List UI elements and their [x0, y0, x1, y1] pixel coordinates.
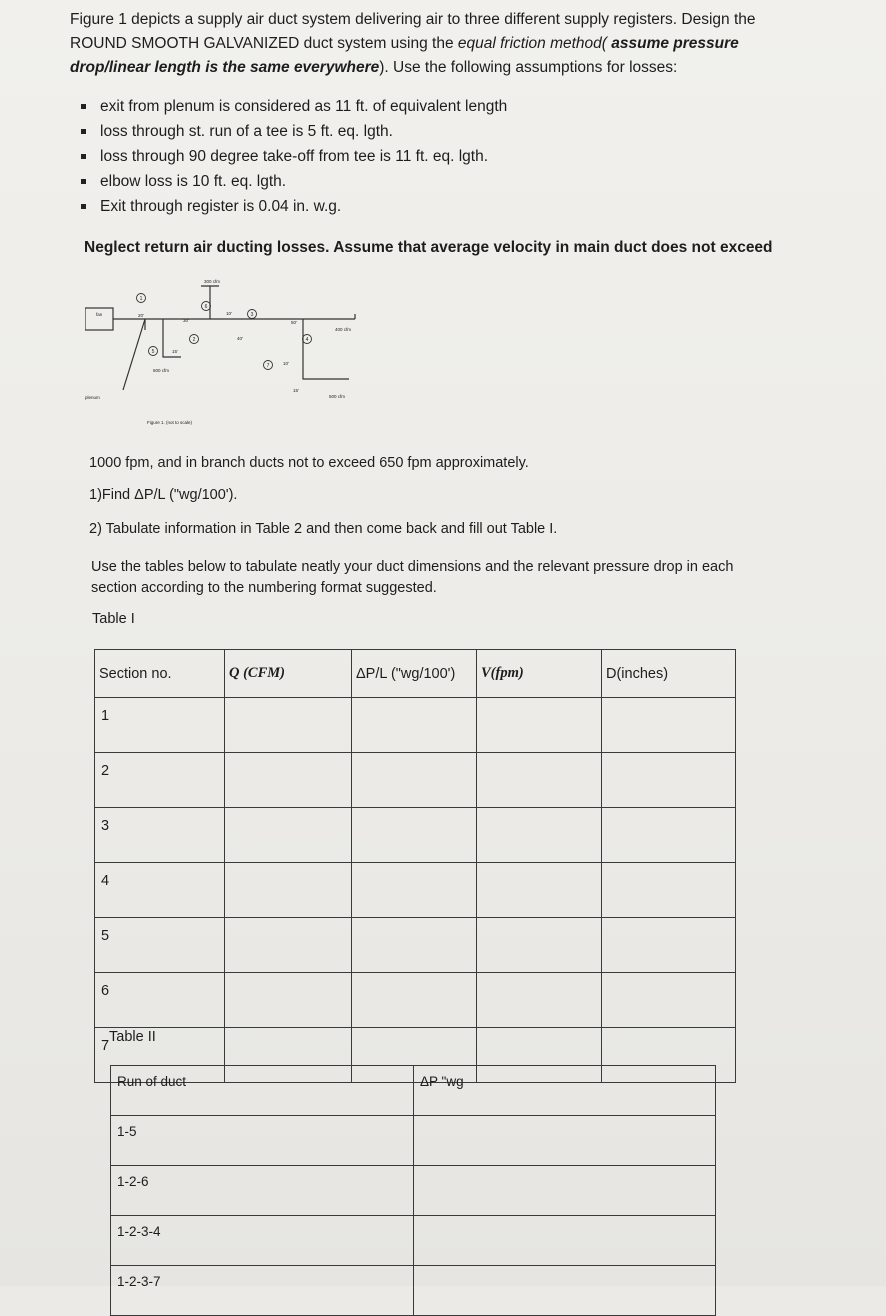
loss-item: elbow loss is 10 ft. eq. lgth. [80, 169, 507, 194]
section-number: 6 [204, 304, 208, 310]
section-number: 1 [139, 296, 143, 302]
section-cell: 6 [95, 973, 225, 1028]
input-cell[interactable] [225, 698, 352, 753]
run-cell: 1-5 [111, 1116, 414, 1166]
intro-method: equal friction method( [457, 35, 607, 52]
input-cell[interactable] [477, 918, 602, 973]
intro-text-1: Figure 1 depicts a supply air duct system delivering air to three different supply registers. Design the ROUND SMOOTH GALVANIZED duct system using the [70, 11, 756, 52]
section-number: 5 [151, 349, 155, 355]
table-1-label: Table I [92, 611, 135, 627]
table-row [95, 698, 736, 753]
length-label: 10' [283, 361, 289, 366]
header-dp: ΔP "wg [414, 1066, 716, 1116]
length-label: 30' [183, 318, 189, 323]
flow-label: 500 cfm [329, 394, 346, 399]
length-label: 10' [226, 311, 232, 316]
input-cell[interactable] [352, 973, 477, 1028]
table-1 [94, 649, 736, 1083]
loss-item: loss through 90 degree take-off from tee is 11 ft. eq. lgth. [80, 144, 507, 169]
section-cell: 2 [95, 753, 225, 808]
table-2-label: Table II [109, 1029, 156, 1045]
input-cell[interactable] [602, 753, 736, 808]
input-cell[interactable] [352, 753, 477, 808]
section-number: 2 [192, 337, 196, 343]
length-label: 15' [172, 349, 178, 354]
table-1-header-row [95, 650, 736, 698]
intro-paragraph [70, 8, 780, 80]
input-cell[interactable] [602, 808, 736, 863]
table-2 [110, 1065, 716, 1316]
section-cell: 3 [95, 808, 225, 863]
input-cell[interactable] [225, 808, 352, 863]
run-cell: 1-2-3-7 [111, 1266, 414, 1316]
input-cell[interactable] [414, 1216, 716, 1266]
input-cell[interactable] [414, 1116, 716, 1166]
table-row [95, 863, 736, 918]
input-cell[interactable] [225, 918, 352, 973]
table-row [111, 1116, 716, 1166]
plenum-line [123, 319, 145, 390]
intro-assumption: assume pressure drop/linear length is the same everywhere [70, 35, 739, 76]
question-2: 2) Tabulate information in Table 2 and then come back and fill out Table I. [89, 521, 558, 537]
input-cell[interactable] [477, 973, 602, 1028]
duct-system-figure [85, 272, 385, 432]
table-row [111, 1216, 716, 1266]
header-dp-per-l: ΔP/L ("wg/100') [352, 650, 477, 698]
input-cell[interactable] [225, 863, 352, 918]
length-label: 50' [291, 320, 297, 325]
input-cell[interactable] [477, 698, 602, 753]
length-label: 20' [138, 313, 144, 318]
input-cell[interactable] [225, 973, 352, 1028]
flow-label: 300 cfm [204, 279, 221, 284]
velocity-text: 1000 fpm, and in branch ducts not to exceed 650 fpm approximately. [89, 455, 529, 471]
flow-label: 400 cfm [335, 327, 352, 332]
table-row [95, 973, 736, 1028]
run-cell: 1-2-3-4 [111, 1216, 414, 1266]
length-label: 40' [237, 336, 243, 341]
header-d: D(inches) [602, 650, 736, 698]
plenum-label: plenum [85, 395, 100, 400]
input-cell[interactable] [477, 863, 602, 918]
input-cell[interactable] [602, 918, 736, 973]
input-cell[interactable] [602, 698, 736, 753]
run-cell: 1-2-6 [111, 1166, 414, 1216]
loss-assumption-list [80, 94, 507, 219]
header-q: Q (CFM) [225, 650, 352, 698]
table-row [111, 1266, 716, 1316]
table-row [95, 753, 736, 808]
neglect-statement: Neglect return air ducting losses. Assume that average velocity in main duct does not exceed [84, 239, 773, 256]
figure-caption: Figure 1. (not to scale) [147, 420, 193, 425]
header-run-of-duct: Run of duct [111, 1066, 414, 1116]
length-label: 15' [293, 388, 299, 393]
table-row [95, 918, 736, 973]
input-cell[interactable] [602, 973, 736, 1028]
input-cell[interactable] [477, 808, 602, 863]
loss-item: Exit through register is 0.04 in. w.g. [80, 194, 507, 219]
flow-label: 600 cfm [153, 368, 170, 373]
input-cell[interactable] [414, 1166, 716, 1216]
section-number: 4 [305, 337, 309, 343]
question-1: 1)Find ΔP/L ("wg/100'). [89, 487, 238, 503]
input-cell[interactable] [352, 808, 477, 863]
loss-item: exit from plenum is considered as 11 ft. of equivalent length [80, 94, 507, 119]
input-cell[interactable] [602, 863, 736, 918]
intro-text-2: ). Use the following assumptions for losses: [379, 59, 678, 76]
input-cell[interactable] [477, 753, 602, 808]
table-2-header-row [111, 1066, 716, 1116]
section-cell: 1 [95, 698, 225, 753]
section-cell: 4 [95, 863, 225, 918]
section-number: 3 [250, 312, 254, 318]
input-cell[interactable] [352, 698, 477, 753]
input-cell[interactable] [352, 918, 477, 973]
input-cell[interactable] [352, 863, 477, 918]
header-section-no: Section no. [95, 650, 225, 698]
header-v: V(fpm) [477, 650, 602, 698]
section-number: 7 [266, 363, 270, 369]
loss-item: loss through st. run of a tee is 5 ft. eq. lgth. [80, 119, 507, 144]
section-cell: 5 [95, 918, 225, 973]
table-row [111, 1166, 716, 1216]
input-cell[interactable] [225, 753, 352, 808]
instructions-text: Use the tables below to tabulate neatly your duct dimensions and the relevant pressure drop in each section according to the numbering format suggested. [91, 559, 734, 596]
table-row [95, 808, 736, 863]
section-cell: 7 [95, 1028, 225, 1083]
input-cell[interactable] [414, 1266, 716, 1316]
fan-label: fan [96, 312, 103, 317]
